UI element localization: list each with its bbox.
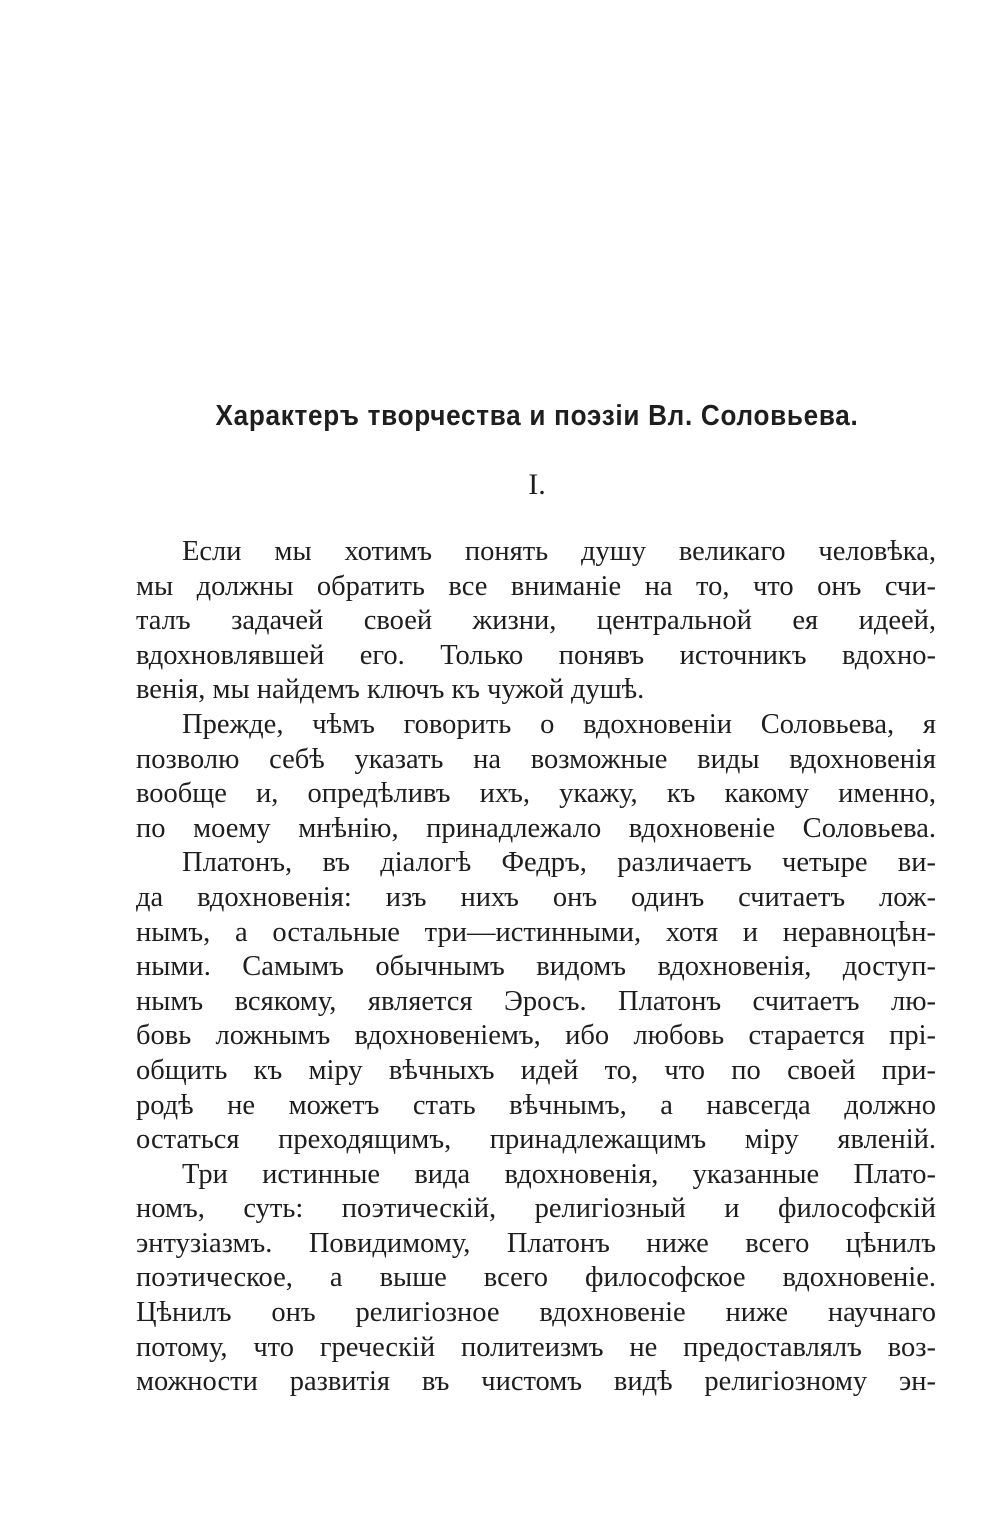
paragraph <box>136 535 936 708</box>
text-line: нымъ, а остальные три—истинными, хотя и неравноцѣн- <box>136 916 936 948</box>
chapter-title: Характеръ творчества и поэзіи Вл. Соловьева. <box>215 400 859 432</box>
text-line: талъ задачей своей жизни, центральной ея идеей, <box>136 605 936 637</box>
text-line: Прежде, чѣмъ говорить о вдохновеніи Соловьева, я <box>182 708 936 740</box>
text-line: вдохновлявшей его. Только понявъ источникъ вдохно- <box>136 639 936 671</box>
text-line: по моему мнѣнію, принадлежало вдохновеніе Соловьева. <box>136 812 936 844</box>
paragraph <box>136 1158 936 1400</box>
paragraph <box>136 708 936 846</box>
text-line: потому, что греческій политеизмъ не предоставлялъ воз- <box>136 1331 936 1363</box>
text-line: мы должны обратить все вниманіе на то, что онъ счи- <box>136 570 936 602</box>
text-line: номъ, суть: поэтическій, религіозный и философскій <box>136 1193 936 1225</box>
text-line: Цѣнилъ онъ религіозное вдохновеніе ниже научнаго <box>136 1297 936 1329</box>
section-number: I. <box>528 468 546 501</box>
text-line: Если мы хотимъ понять душу великаго человѣка, <box>182 536 936 567</box>
text-line: Три истинные вида вдохновенія, указанные Плато- <box>182 1158 936 1190</box>
text-line: вообще и, опредѣливъ ихъ, укажу, къ какому именно, <box>136 778 936 810</box>
paragraph <box>136 846 936 1157</box>
text-line: нымъ всякому, является Эросъ. Платонъ считаетъ лю- <box>136 985 936 1017</box>
text-line: ными. Самымъ обычнымъ видомъ вдохновенія, доступ- <box>136 951 936 983</box>
text-line: да вдохновенія: изъ нихъ онъ одинъ считаетъ лож- <box>136 881 936 913</box>
text-line: общить къ міру вѣчныхъ идей то, что по своей при- <box>136 1054 936 1086</box>
text-line: родѣ не можетъ стать вѣчнымъ, а навсегда должно <box>136 1089 936 1121</box>
text-line: венія, мы найдемъ ключъ къ чужой душѣ. <box>136 674 645 706</box>
text-line: можности развитія въ чистомъ видѣ религіозному эн- <box>136 1366 936 1398</box>
text-line: позволю себѣ указать на возможные виды вдохновенія <box>136 743 936 775</box>
text-line: поэтическое, а выше всего философское вдохновеніе. <box>136 1262 936 1294</box>
text-line: энтузіазмъ. Повидимому, Платонъ ниже всего цѣнилъ <box>136 1227 936 1259</box>
text-line: Платонъ, въ діалогѣ Федръ, различаетъ четыре ви- <box>182 847 936 879</box>
text-line: остаться преходящимъ, принадлежащимъ міру явленій. <box>136 1124 936 1156</box>
body-text <box>136 535 936 1400</box>
text-line: бовь ложнымъ вдохновеніемъ, ибо любовь старается прі- <box>136 1020 936 1052</box>
